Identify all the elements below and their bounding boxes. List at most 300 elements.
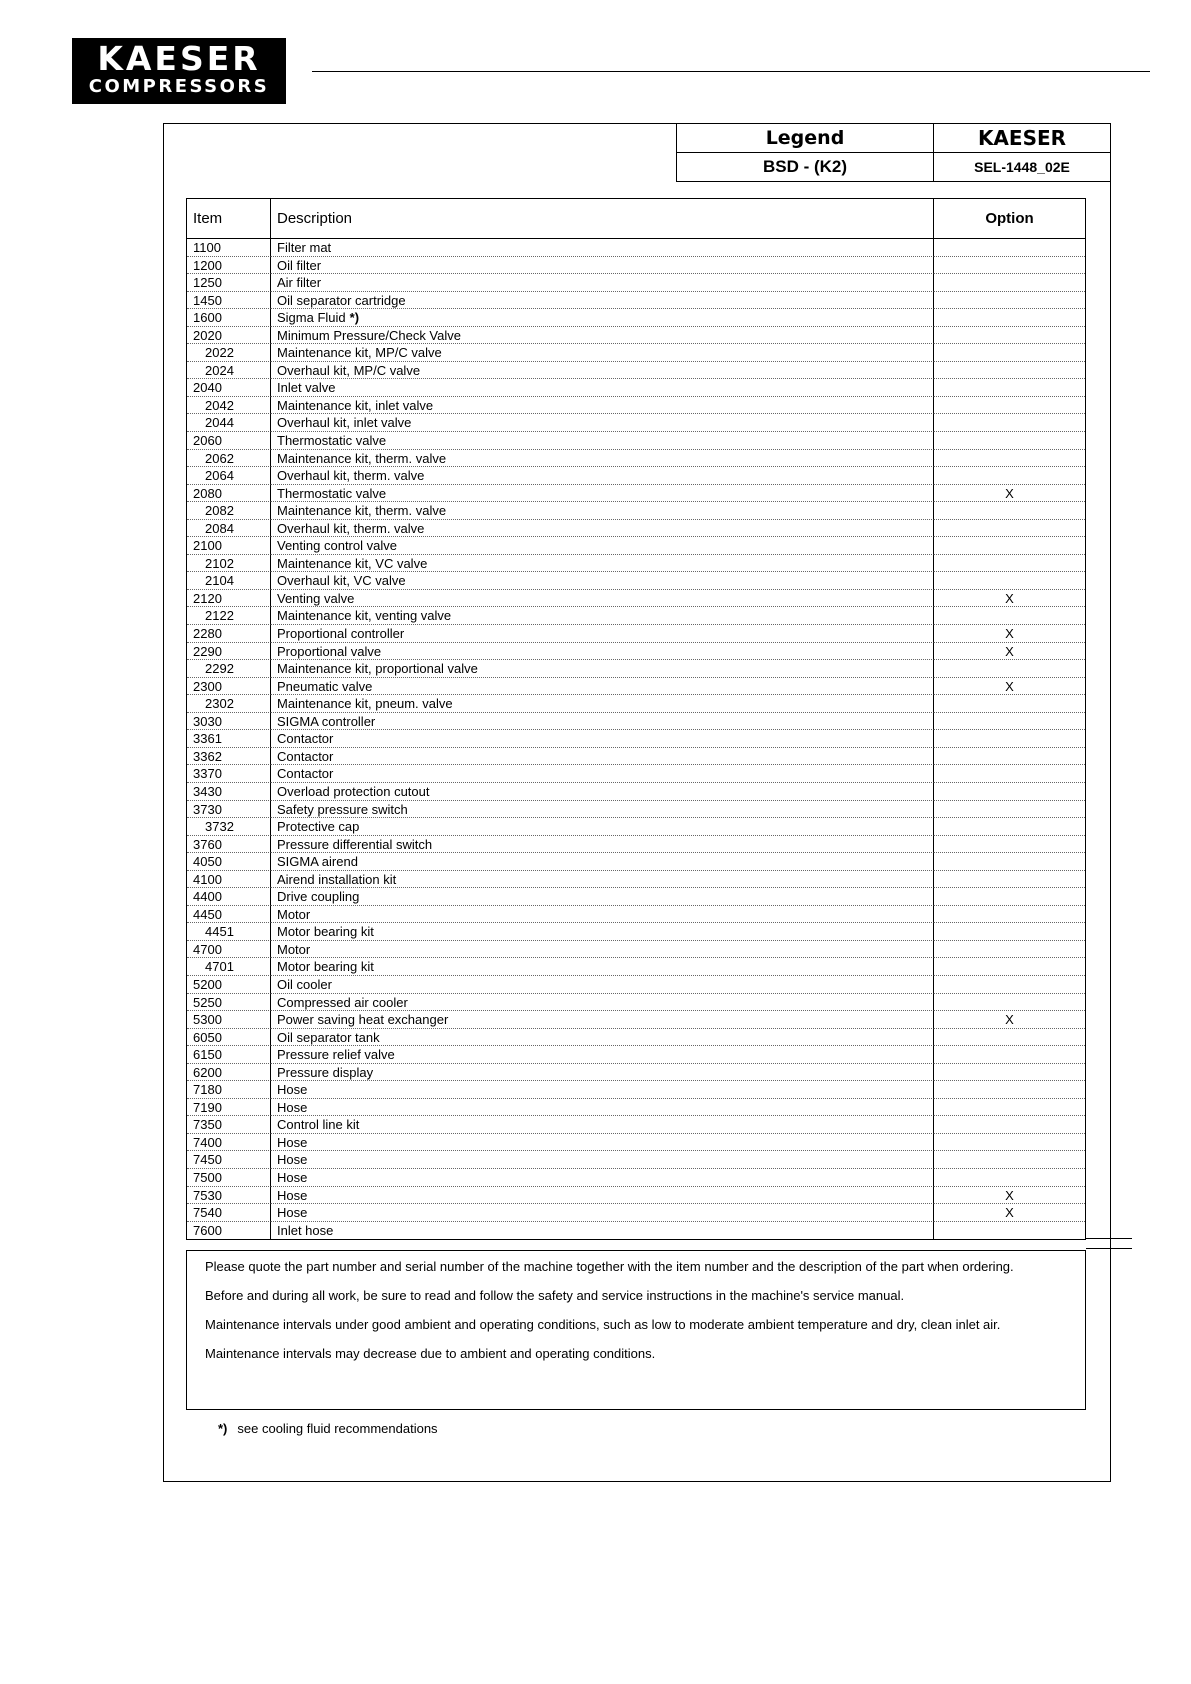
item-description — [271, 906, 934, 924]
item-description — [271, 344, 934, 362]
table-row — [187, 379, 1085, 397]
option-mark — [934, 607, 1085, 625]
item-description-text: Airend installation kit — [277, 871, 397, 887]
option-mark — [934, 379, 1085, 397]
item-number: 3730 — [187, 801, 271, 819]
table-row — [187, 520, 1085, 538]
option-mark — [934, 836, 1085, 854]
table-row — [187, 958, 1085, 976]
item-number: 2062 — [187, 450, 271, 468]
table-row — [187, 1046, 1085, 1064]
table-row — [187, 1099, 1085, 1117]
table-row — [187, 362, 1085, 380]
item-description — [271, 397, 934, 415]
item-description — [271, 292, 934, 310]
item-number: 2042 — [187, 397, 271, 415]
option-mark — [934, 853, 1085, 871]
table-row — [187, 1081, 1085, 1099]
item-description-text: SIGMA controller — [277, 713, 376, 729]
option-mark — [934, 941, 1085, 959]
item-description-text: Filter mat — [277, 240, 332, 255]
item-description — [271, 1029, 934, 1047]
option-mark — [934, 1169, 1085, 1187]
table-row — [187, 292, 1085, 310]
footnote-text: see cooling fluid recommendations — [237, 1421, 438, 1436]
item-description-text: Hose — [277, 1099, 308, 1115]
table-row — [187, 906, 1085, 924]
item-description-text: Overload protection cutout — [277, 783, 430, 799]
item-number: 2120 — [187, 590, 271, 608]
note-ordering: Please quote the part number and serial number of the machine together with the item number and the description of the part when ordering. — [205, 1259, 1014, 1274]
ordering-notes-box — [186, 1250, 1086, 1410]
item-description — [271, 1222, 934, 1240]
item-description — [271, 625, 934, 643]
option-mark — [934, 555, 1085, 573]
table-row — [187, 1134, 1085, 1152]
option-mark — [934, 906, 1085, 924]
item-number: 7600 — [187, 1222, 271, 1240]
item-description-text: SIGMA airend — [277, 854, 358, 870]
item-description-text: Safety pressure switch — [277, 801, 408, 817]
table-row — [187, 467, 1085, 485]
option-mark — [934, 467, 1085, 485]
item-description — [271, 1064, 934, 1082]
item-description — [271, 1187, 934, 1205]
item-description — [271, 414, 934, 432]
table-row — [187, 607, 1085, 625]
item-description — [271, 958, 934, 976]
item-number: 5300 — [187, 1011, 271, 1029]
option-mark — [934, 871, 1085, 889]
table-row — [187, 1029, 1085, 1047]
item-description — [271, 923, 934, 941]
option-mark — [934, 818, 1085, 836]
legend-header-table — [676, 123, 1111, 182]
footnote-mark: *) — [218, 1421, 228, 1436]
item-description — [271, 1151, 934, 1169]
table-row — [187, 1222, 1085, 1240]
table-row — [187, 590, 1085, 608]
item-description-text: Thermostatic valve — [277, 485, 387, 501]
option-mark — [934, 1029, 1085, 1047]
table-row — [187, 783, 1085, 801]
option-mark — [934, 713, 1085, 731]
item-description — [271, 485, 934, 503]
table-row — [187, 327, 1085, 345]
item-number: 2300 — [187, 678, 271, 696]
item-description — [271, 1169, 934, 1187]
item-number: 1600 — [187, 309, 271, 327]
table-row — [187, 450, 1085, 468]
item-description-text: Pressure differential switch — [277, 836, 433, 852]
table-row — [187, 239, 1085, 257]
option-mark — [934, 450, 1085, 468]
option-mark — [934, 520, 1085, 538]
side-rule-lines — [1086, 1238, 1132, 1250]
item-description — [271, 941, 934, 959]
item-number: 7350 — [187, 1116, 271, 1134]
item-description-text: Protective cap — [277, 819, 360, 835]
option-mark — [934, 976, 1085, 994]
item-number: 2100 — [187, 537, 271, 555]
column-header-option: Option — [985, 210, 1034, 227]
table-row — [187, 1011, 1085, 1029]
item-number: 2280 — [187, 625, 271, 643]
option-mark — [934, 397, 1085, 415]
item-description-text: Pressure relief valve — [277, 1047, 395, 1063]
item-description-text: Overhaul kit, therm. valve — [277, 520, 425, 536]
item-description — [271, 607, 934, 625]
item-number: 1450 — [187, 292, 271, 310]
table-row — [187, 397, 1085, 415]
item-description — [271, 748, 934, 766]
footnote-reference: *) — [349, 310, 360, 326]
note-interval-decrease: Maintenance intervals may decrease due to ambient and operating conditions. — [205, 1346, 656, 1361]
item-description-text: Hose — [277, 1082, 308, 1098]
item-description — [271, 520, 934, 538]
table-row — [187, 976, 1085, 994]
table-row — [187, 257, 1085, 275]
item-description-text: Control line kit — [277, 1117, 360, 1133]
item-description-text: Thermostatic valve — [277, 433, 387, 449]
brand-name: KAESER — [934, 124, 1111, 153]
item-description — [271, 309, 934, 327]
item-number: 2024 — [187, 362, 271, 380]
item-description — [271, 590, 934, 608]
item-description — [271, 1116, 934, 1134]
item-description-text: Hose — [277, 1187, 308, 1203]
header-rule — [312, 71, 1150, 72]
option-mark — [934, 1151, 1085, 1169]
table-row — [187, 572, 1085, 590]
table-row — [187, 625, 1085, 643]
table-row — [187, 853, 1085, 871]
table-row — [187, 555, 1085, 573]
item-number: 2292 — [187, 660, 271, 678]
item-description-text: Hose — [277, 1134, 308, 1150]
side-rule-lower — [1086, 1248, 1132, 1249]
item-description-text: Venting control valve — [277, 538, 397, 554]
item-number: 4400 — [187, 888, 271, 906]
item-description-text: Overhaul kit, VC valve — [277, 573, 406, 589]
item-number: 2290 — [187, 643, 271, 661]
table-row — [187, 660, 1085, 678]
table-row — [187, 713, 1085, 731]
item-description — [271, 853, 934, 871]
table-row — [187, 485, 1085, 503]
option-mark — [934, 292, 1085, 310]
item-description-text: Overhaul kit, inlet valve — [277, 415, 412, 431]
option-mark: X — [934, 625, 1085, 643]
option-mark — [934, 537, 1085, 555]
item-number: 2020 — [187, 327, 271, 345]
option-mark: X — [934, 590, 1085, 608]
item-description — [271, 1046, 934, 1064]
item-description-text: Maintenance kit, therm. valve — [277, 450, 447, 466]
side-rule-upper — [1086, 1238, 1132, 1239]
option-mark — [934, 801, 1085, 819]
item-description — [271, 888, 934, 906]
table-row — [187, 344, 1085, 362]
table-row — [187, 1204, 1085, 1222]
option-mark — [934, 362, 1085, 380]
item-description-text: Maintenance kit, VC valve — [277, 555, 428, 571]
item-description — [271, 765, 934, 783]
item-description-text: Motor — [277, 906, 311, 922]
option-mark — [934, 309, 1085, 327]
option-mark — [934, 1081, 1085, 1099]
table-row — [187, 1064, 1085, 1082]
item-description-text: Proportional valve — [277, 643, 382, 659]
table-row — [187, 537, 1085, 555]
item-description-text: Oil separator tank — [277, 1029, 380, 1045]
item-number: 2022 — [187, 344, 271, 362]
item-description — [271, 239, 934, 257]
table-row — [187, 1169, 1085, 1187]
option-mark: X — [934, 643, 1085, 661]
table-header-row — [187, 199, 1085, 239]
note-maintenance-intervals: Maintenance intervals under good ambient and operating conditions, such as low to moderate ambient temperature and dry, clean inlet air. — [205, 1317, 1001, 1332]
option-mark — [934, 327, 1085, 345]
item-number: 5200 — [187, 976, 271, 994]
table-row — [187, 414, 1085, 432]
item-number: 3361 — [187, 730, 271, 748]
item-description-text: Compressed air cooler — [277, 994, 408, 1010]
item-description — [271, 695, 934, 713]
table-row — [187, 836, 1085, 854]
table-row — [187, 1116, 1085, 1134]
option-mark — [934, 1134, 1085, 1152]
item-description-text: Contactor — [277, 766, 334, 782]
item-description — [271, 1081, 934, 1099]
item-description — [271, 1204, 934, 1222]
option-mark: X — [934, 1011, 1085, 1029]
note-safety: Before and during all work, be sure to read and follow the safety and service instructions in the machine's service manual. — [205, 1288, 905, 1303]
parts-table — [186, 198, 1086, 1240]
option-mark — [934, 748, 1085, 766]
item-number: 1100 — [187, 239, 271, 257]
item-description-text: Contactor — [277, 731, 334, 747]
item-number: 2080 — [187, 485, 271, 503]
table-row — [187, 765, 1085, 783]
item-description-text: Contactor — [277, 748, 334, 764]
item-number: 6150 — [187, 1046, 271, 1064]
item-description-text: Air filter — [277, 275, 322, 291]
item-description-text: Pressure display — [277, 1064, 374, 1080]
table-row — [187, 309, 1085, 327]
item-description — [271, 783, 934, 801]
item-number: 4450 — [187, 906, 271, 924]
item-number: 2104 — [187, 572, 271, 590]
option-mark — [934, 414, 1085, 432]
item-description — [271, 432, 934, 450]
option-mark — [934, 660, 1085, 678]
option-mark — [934, 958, 1085, 976]
item-description — [271, 450, 934, 468]
item-number: 4451 — [187, 923, 271, 941]
option-mark — [934, 695, 1085, 713]
item-description — [271, 1011, 934, 1029]
item-description-text: Inlet valve — [277, 380, 336, 396]
item-number: 3760 — [187, 836, 271, 854]
table-row — [187, 695, 1085, 713]
table-row — [187, 941, 1085, 959]
item-number: 4050 — [187, 853, 271, 871]
table-row — [187, 1187, 1085, 1205]
item-description — [271, 976, 934, 994]
kaeser-logo — [72, 38, 286, 104]
item-description-text: Inlet hose — [277, 1222, 334, 1238]
item-description-text: Drive coupling — [277, 889, 360, 905]
item-description-text: Maintenance kit, venting valve — [277, 608, 452, 624]
option-mark — [934, 1222, 1085, 1240]
option-mark — [934, 344, 1085, 362]
logo-wordmark: KAESER — [97, 39, 261, 78]
item-number: 2044 — [187, 414, 271, 432]
item-number: 7540 — [187, 1204, 271, 1222]
item-description — [271, 537, 934, 555]
item-description — [271, 1134, 934, 1152]
item-description — [271, 1099, 934, 1117]
item-number: 3362 — [187, 748, 271, 766]
item-description-text: Motor bearing kit — [277, 959, 374, 975]
option-mark — [934, 923, 1085, 941]
item-description-text: Hose — [277, 1169, 308, 1185]
item-description — [271, 713, 934, 731]
option-mark: X — [934, 485, 1085, 503]
item-description-text: Motor bearing kit — [277, 924, 374, 940]
option-mark — [934, 1116, 1085, 1134]
item-description — [271, 836, 934, 854]
table-row — [187, 923, 1085, 941]
item-description — [271, 730, 934, 748]
item-number: 2064 — [187, 467, 271, 485]
table-row — [187, 801, 1085, 819]
item-description — [271, 660, 934, 678]
option-mark — [934, 783, 1085, 801]
item-description-text: Motor — [277, 941, 311, 957]
table-row — [187, 432, 1085, 450]
table-row — [187, 274, 1085, 292]
table-row — [187, 994, 1085, 1012]
item-number: 2102 — [187, 555, 271, 573]
item-number: 3030 — [187, 713, 271, 731]
item-description — [271, 994, 934, 1012]
item-number: 6050 — [187, 1029, 271, 1047]
option-mark: X — [934, 1204, 1085, 1222]
item-description-text: Overhaul kit, therm. valve — [277, 468, 425, 484]
item-number: 5250 — [187, 994, 271, 1012]
option-mark — [934, 765, 1085, 783]
item-description — [271, 678, 934, 696]
model-name: BSD - (K2) — [677, 153, 934, 182]
option-mark — [934, 994, 1085, 1012]
option-mark — [934, 1064, 1085, 1082]
item-number: 7180 — [187, 1081, 271, 1099]
item-description — [271, 379, 934, 397]
table-row — [187, 871, 1085, 889]
item-number: 4701 — [187, 958, 271, 976]
item-number: 2084 — [187, 520, 271, 538]
item-description-text: Maintenance kit, MP/C valve — [277, 345, 442, 361]
option-mark — [934, 572, 1085, 590]
item-number: 4100 — [187, 871, 271, 889]
table-row — [187, 502, 1085, 520]
option-mark — [934, 1099, 1085, 1117]
item-description — [271, 327, 934, 345]
item-description-text: Power saving heat exchanger — [277, 1012, 449, 1028]
option-mark — [934, 888, 1085, 906]
item-description — [271, 362, 934, 380]
item-description — [271, 801, 934, 819]
item-number: 3370 — [187, 765, 271, 783]
item-description-text: Hose — [277, 1152, 308, 1168]
item-description — [271, 502, 934, 520]
item-number: 1250 — [187, 274, 271, 292]
item-description-text: Sigma Fluid — [277, 310, 346, 326]
item-number: 2082 — [187, 502, 271, 520]
table-row — [187, 643, 1085, 661]
option-mark — [934, 1046, 1085, 1064]
item-number: 7450 — [187, 1151, 271, 1169]
item-number: 7190 — [187, 1099, 271, 1117]
table-row — [187, 888, 1085, 906]
item-description-text: Maintenance kit, proportional valve — [277, 661, 478, 677]
item-number: 7400 — [187, 1134, 271, 1152]
item-number: 2302 — [187, 695, 271, 713]
item-number: 2122 — [187, 607, 271, 625]
option-mark — [934, 730, 1085, 748]
item-description — [271, 555, 934, 573]
legend-title: Legend — [677, 124, 934, 153]
item-description-text: Proportional controller — [277, 626, 405, 642]
item-description — [271, 274, 934, 292]
option-mark — [934, 432, 1085, 450]
item-description-text: Oil separator cartridge — [277, 292, 406, 308]
table-row — [187, 678, 1085, 696]
item-number: 1200 — [187, 257, 271, 275]
item-description-text: Maintenance kit, pneum. valve — [277, 696, 453, 712]
item-description-text: Minimum Pressure/Check Valve — [277, 327, 461, 343]
item-number: 7500 — [187, 1169, 271, 1187]
item-number: 3430 — [187, 783, 271, 801]
item-description-text: Oil filter — [277, 257, 322, 273]
item-number: 2040 — [187, 379, 271, 397]
footnote — [218, 1421, 438, 1436]
table-row — [187, 748, 1085, 766]
item-number: 6200 — [187, 1064, 271, 1082]
option-mark — [934, 502, 1085, 520]
item-description — [271, 257, 934, 275]
item-description — [271, 871, 934, 889]
item-description-text: Hose — [277, 1205, 308, 1221]
item-description-text: Pneumatic valve — [277, 678, 373, 694]
item-number: 3732 — [187, 818, 271, 836]
option-mark — [934, 239, 1085, 257]
item-description — [271, 467, 934, 485]
item-description — [271, 572, 934, 590]
item-description — [271, 818, 934, 836]
item-description-text: Overhaul kit, MP/C valve — [277, 362, 421, 378]
logo-subline: COMPRESSORS — [88, 76, 270, 97]
item-number: 7530 — [187, 1187, 271, 1205]
item-description-text: Maintenance kit, therm. valve — [277, 503, 447, 519]
option-mark: X — [934, 1187, 1085, 1205]
item-description-text: Venting valve — [277, 590, 355, 606]
document-number: SEL-1448_02E — [934, 153, 1111, 182]
item-description — [271, 643, 934, 661]
option-mark: X — [934, 678, 1085, 696]
